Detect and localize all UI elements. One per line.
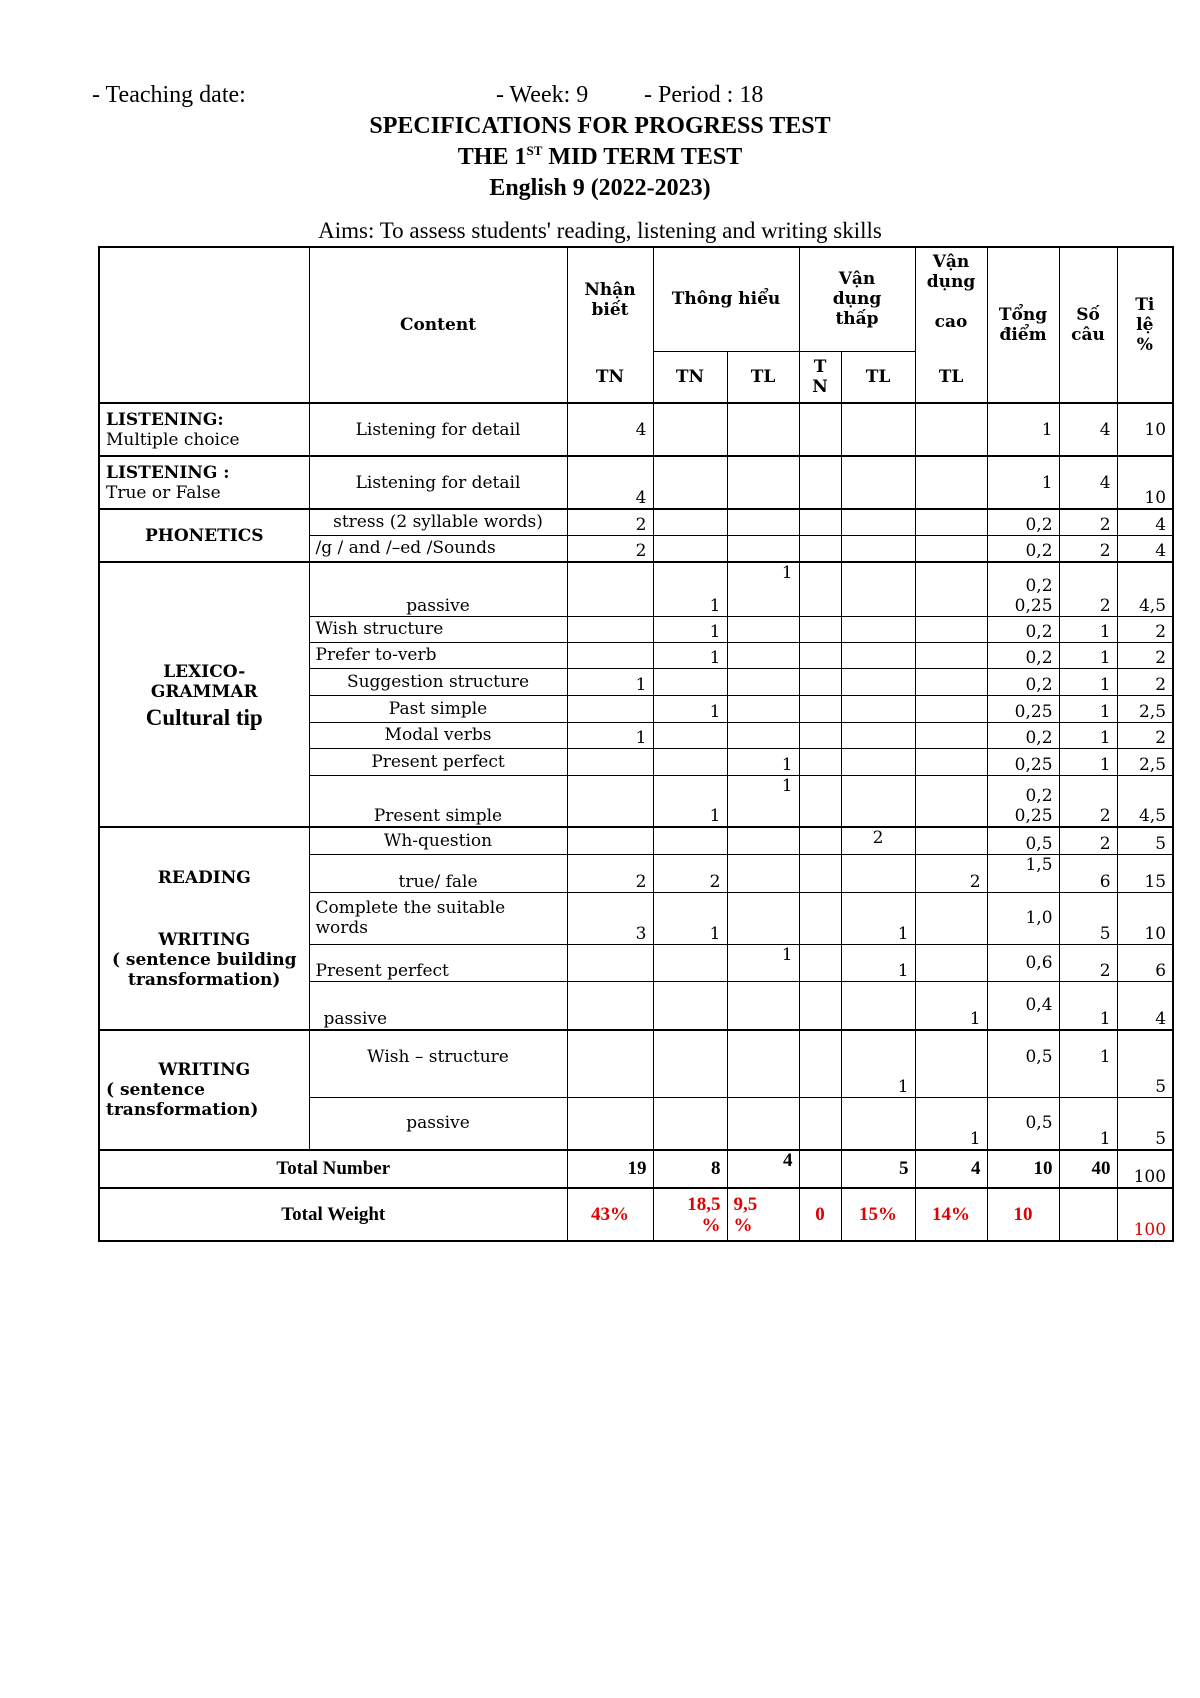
content-cell: Suggestion structure	[309, 668, 567, 695]
total-number-label: Total Number	[99, 1150, 567, 1188]
nb-cell: 3	[567, 892, 653, 944]
weight-vc-cell: 14%	[915, 1188, 987, 1241]
tong-diem-cell: 1,0	[987, 892, 1059, 944]
th-tn-cell: 1	[653, 642, 727, 668]
weight-nb-cell: 43%	[567, 1188, 653, 1241]
header-nhan-biet: Nhận biết	[567, 247, 653, 351]
vt-tl-cell: 1	[841, 944, 915, 981]
section-phonetics: PHONETICS	[99, 509, 309, 562]
ti-le-cell: 4	[1117, 535, 1173, 562]
total-tong-diem-cell: 10	[987, 1150, 1059, 1188]
course-title: English 9 (2022-2023)	[489, 175, 711, 201]
total-th-tl-cell: 4	[727, 1150, 799, 1188]
nb-cell: 1	[567, 668, 653, 695]
content-cell: passive	[309, 981, 567, 1030]
tong-diem-cell: 0,2	[987, 642, 1059, 668]
header-van-dung-cao: Vận dụng cao	[915, 247, 987, 351]
table-row	[99, 403, 1173, 456]
ti-le-cell: 2	[1117, 616, 1173, 642]
content-cell: Past simple	[309, 695, 567, 722]
header-ti-le: Ti lệ %	[1117, 247, 1173, 403]
tong-diem-cell: 0,2	[987, 722, 1059, 748]
th-tn-cell: 1	[653, 775, 727, 827]
specification-table	[98, 246, 1174, 1242]
vc-cell: 1	[915, 981, 987, 1030]
so-cau-cell: 1	[1059, 748, 1117, 775]
header-row	[99, 247, 1173, 351]
vc-cell: 1	[915, 1097, 987, 1150]
tong-diem-cell: 0,2 0,25	[987, 775, 1059, 827]
page-title: SPECIFICATIONS FOR PROGRESS TEST	[369, 113, 831, 139]
ti-le-cell: 10	[1117, 403, 1173, 456]
tong-diem-cell: 0,25	[987, 695, 1059, 722]
section-reading-writing: READING WRITING ( sentence building transformation)	[99, 827, 309, 1030]
total-weight-row	[99, 1188, 1173, 1241]
total-weight-label: Total Weight	[99, 1188, 567, 1241]
ti-le-cell: 2,5	[1117, 695, 1173, 722]
content-cell: Prefer to-verb	[309, 642, 567, 668]
ti-le-cell: 2	[1117, 722, 1173, 748]
ti-le-cell: 4	[1117, 981, 1173, 1030]
weight-vt-tn-cell: 0	[799, 1188, 841, 1241]
table-row	[99, 509, 1173, 535]
ti-le-cell: 4,5	[1117, 562, 1173, 616]
content-cell: Wh-question	[309, 827, 567, 854]
total-th-tn-cell: 8	[653, 1150, 727, 1188]
nb-cell: 4	[567, 403, 653, 456]
so-cau-cell: 2	[1059, 509, 1117, 535]
content-cell: stress (2 syllable words)	[309, 509, 567, 535]
header-so-cau: Số câu	[1059, 247, 1117, 403]
so-cau-cell: 1	[1059, 1097, 1117, 1150]
tong-diem-cell: 0,6	[987, 944, 1059, 981]
ti-le-cell: 10	[1117, 892, 1173, 944]
header-van-dung-thap: Vận dụng thấp	[799, 247, 915, 351]
weight-vt-tl-cell: 15%	[841, 1188, 915, 1241]
total-number-row	[99, 1150, 1173, 1188]
table-row	[99, 827, 1173, 854]
ti-le-cell: 2	[1117, 668, 1173, 695]
content-cell: Wish – structure	[309, 1030, 567, 1097]
nb-cell: 2	[567, 535, 653, 562]
header-tn: T N	[799, 351, 841, 403]
content-cell: Complete the suitable words	[309, 892, 567, 944]
so-cau-cell: 1	[1059, 695, 1117, 722]
period-label: - Period : 18	[644, 82, 764, 108]
tong-diem-cell: 0,2	[987, 616, 1059, 642]
ti-le-cell: 5	[1117, 1097, 1173, 1150]
th-tl-cell: 1	[727, 775, 799, 827]
tong-diem-cell: 0,2 0,25	[987, 562, 1059, 616]
total-so-cau-cell: 40	[1059, 1150, 1117, 1188]
content-cell: Listening for detail	[309, 456, 567, 509]
nb-cell: 2	[567, 509, 653, 535]
test-subtitle: THE 1ST MID TERM TEST	[457, 143, 743, 170]
weight-th-tl-cell: 9,5 %	[727, 1188, 799, 1241]
so-cau-cell: 4	[1059, 403, 1117, 456]
aims-line: Aims: To assess students' reading, listening and writing skills	[318, 218, 882, 243]
so-cau-cell: 1	[1059, 668, 1117, 695]
tong-diem-cell: 0,5	[987, 827, 1059, 854]
content-cell: Present perfect	[309, 748, 567, 775]
total-ti-le-cell: 100	[1117, 1150, 1173, 1188]
nb-cell: 1	[567, 722, 653, 748]
so-cau-cell: 2	[1059, 827, 1117, 854]
so-cau-cell: 1	[1059, 1030, 1117, 1097]
ti-le-cell: 6	[1117, 944, 1173, 981]
th-tl-cell: 1	[727, 748, 799, 775]
weight-th-tn-cell: 18,5 %	[653, 1188, 727, 1241]
ti-le-cell: 2,5	[1117, 748, 1173, 775]
header-tn: TN	[653, 351, 727, 403]
tong-diem-cell: 0,5	[987, 1030, 1059, 1097]
so-cau-cell: 2	[1059, 944, 1117, 981]
th-tl-cell: 1	[727, 562, 799, 616]
header-tl: TL	[841, 351, 915, 403]
content-cell: Wish structure	[309, 616, 567, 642]
so-cau-cell: 4	[1059, 456, 1117, 509]
so-cau-cell: 1	[1059, 642, 1117, 668]
total-vt-tl-cell: 5	[841, 1150, 915, 1188]
content-cell: Modal verbs	[309, 722, 567, 748]
ti-le-cell: 4,5	[1117, 775, 1173, 827]
header-tl: TL	[727, 351, 799, 403]
so-cau-cell: 5	[1059, 892, 1117, 944]
th-tn-cell: 1	[653, 616, 727, 642]
tong-diem-cell: 1,5	[987, 854, 1059, 892]
nb-cell: 4	[567, 456, 653, 509]
so-cau-cell: 6	[1059, 854, 1117, 892]
th-tn-cell: 2	[653, 854, 727, 892]
tong-diem-cell: 0,2	[987, 535, 1059, 562]
content-cell: Present perfect	[309, 944, 567, 981]
so-cau-cell: 1	[1059, 981, 1117, 1030]
so-cau-cell: 2	[1059, 562, 1117, 616]
table-row	[99, 1030, 1173, 1097]
nb-cell: 2	[567, 854, 653, 892]
vc-cell: 2	[915, 854, 987, 892]
header-tong-diem: Tổng điểm	[987, 247, 1059, 403]
total-vc-cell: 4	[915, 1150, 987, 1188]
vt-tl-cell: 1	[841, 892, 915, 944]
section-lexico-grammar: LEXICO- GRAMMAR Cultural tip	[99, 562, 309, 827]
tong-diem-cell: 0,2	[987, 509, 1059, 535]
header-thong-hieu: Thông hiểu	[653, 247, 799, 351]
content-cell: true/ fale	[309, 854, 567, 892]
th-tn-cell: 1	[653, 695, 727, 722]
weight-tong-diem-cell: 10	[987, 1188, 1059, 1241]
table-row	[99, 456, 1173, 509]
table-row	[99, 562, 1173, 616]
so-cau-cell: 2	[1059, 775, 1117, 827]
tong-diem-cell: 0,2	[987, 668, 1059, 695]
header-tl: TL	[915, 351, 987, 403]
section-writing-transformation: WRITING ( sentence transformation)	[99, 1030, 309, 1150]
content-cell: Listening for detail	[309, 403, 567, 456]
th-tl-cell: 1	[727, 944, 799, 981]
weight-ti-le-cell: 100	[1117, 1188, 1173, 1241]
section-listening-multiple-choice: LISTENING: Multiple choice	[99, 403, 309, 456]
ti-le-cell: 10	[1117, 456, 1173, 509]
vt-tl-cell: 2	[841, 827, 915, 854]
content-cell: Present simple	[309, 775, 567, 827]
so-cau-cell: 2	[1059, 535, 1117, 562]
th-tn-cell: 1	[653, 562, 727, 616]
tong-diem-cell: 1	[987, 403, 1059, 456]
so-cau-cell: 1	[1059, 722, 1117, 748]
section-listening-true-false: LISTENING : True or False	[99, 456, 309, 509]
header-content: Content	[309, 247, 567, 403]
header-tn: TN	[567, 351, 653, 403]
ti-le-cell: 5	[1117, 827, 1173, 854]
tong-diem-cell: 0,25	[987, 748, 1059, 775]
week-label: - Week: 9	[496, 82, 589, 108]
content-cell: passive	[309, 562, 567, 616]
content-cell: /g / and /–ed /Sounds	[309, 535, 567, 562]
teaching-date-label: - Teaching date:	[92, 82, 246, 108]
tong-diem-cell: 0,5	[987, 1097, 1059, 1150]
tong-diem-cell: 1	[987, 456, 1059, 509]
th-tn-cell: 1	[653, 892, 727, 944]
content-cell: passive	[309, 1097, 567, 1150]
vt-tl-cell: 1	[841, 1030, 915, 1097]
tong-diem-cell: 0,4	[987, 981, 1059, 1030]
ti-le-cell: 4	[1117, 509, 1173, 535]
so-cau-cell: 1	[1059, 616, 1117, 642]
ti-le-cell: 2	[1117, 642, 1173, 668]
ti-le-cell: 5	[1117, 1030, 1173, 1097]
total-nb-cell: 19	[567, 1150, 653, 1188]
ti-le-cell: 15	[1117, 854, 1173, 892]
header-blank-cell	[99, 247, 309, 403]
